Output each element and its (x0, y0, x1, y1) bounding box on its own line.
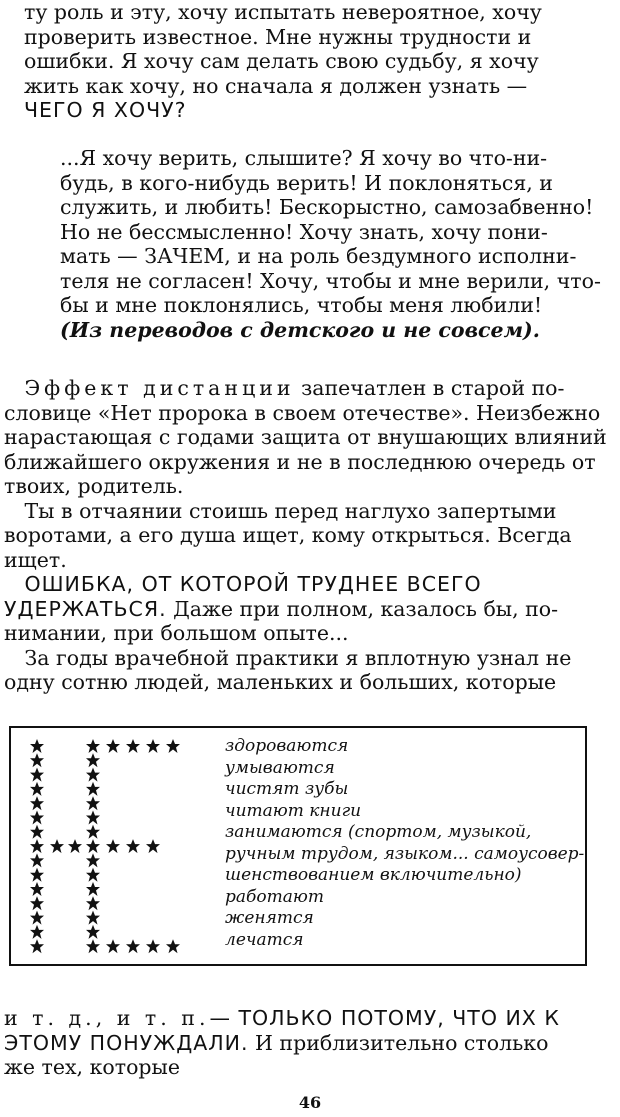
text-line: проверить известное. Мне нужны трудности и (24, 24, 532, 49)
text-line: твоих, родитель. (4, 474, 184, 498)
star-mark (146, 739, 160, 753)
star-mark (30, 753, 44, 767)
text-line: ту роль и эту, хочу испытать невероятное, хочу (24, 0, 542, 24)
text-line: одну сотню людей, маленьких и больших, которые (4, 670, 557, 694)
poem-line: будь, в кого-нибудь верить! И поклоняться, и (60, 170, 553, 195)
text-line: жить как хочу, но сначала я должен узнать — (24, 73, 528, 98)
list-item: здороваются (225, 736, 349, 756)
list-item: женятся (225, 908, 314, 928)
star-mark (30, 896, 44, 910)
text-line (4, 1006, 590, 1031)
text-fragment: Ты в отчаянии стоишь перед наглухо запертыми (24, 498, 557, 523)
list-item: занимаются (спортом, музыкой, (225, 822, 532, 842)
star-mark (86, 825, 100, 839)
star-mark (166, 939, 180, 953)
list-item: умываются (225, 757, 335, 778)
star-mark (50, 839, 64, 853)
star-mark (86, 939, 100, 953)
caps-heading: УДЕРЖАТЬСЯ. (4, 596, 167, 621)
list-item: чистят зубы (225, 779, 349, 799)
star-mark (30, 911, 44, 925)
star-mark (86, 739, 100, 753)
list-item: шенствованием включительно) (225, 865, 522, 885)
list-item: ручным трудом, языком... самоусовер- (225, 843, 585, 864)
text-line: словице «Нет пророка в своем отечестве». Неизбежно (4, 400, 601, 425)
star-mark (86, 853, 100, 867)
star-mark (86, 911, 100, 925)
list-item: работают (225, 886, 324, 907)
text-line: ближайшего окружения и не в последнюю очередь от (4, 449, 596, 474)
caps-heading: ОШИБКА, ОТ КОТОРОЙ ТРУДНЕЕ ВСЕГО (24, 572, 482, 596)
poem-line: ...Я хочу верить, слышите? Я хочу во что-ни- (60, 146, 548, 170)
spaced-term: и т. д., и т. п. (4, 1006, 210, 1030)
caps-heading: ЭТОМУ ПОНУЖДАЛИ. (4, 1030, 249, 1055)
text-line: же тех, которые (4, 1055, 180, 1079)
star-mark (30, 825, 44, 839)
poem-line: мать — ЗАЧЕМ, и на роль бездумного исполни- (60, 244, 577, 268)
text-fragment: запечатлен в старой по- (294, 376, 565, 400)
text-fragment: За годы врачебной практики я вплотную узнал не (24, 645, 572, 670)
text-line: воротами, а его душа ищет, кому открыться. Всегда (4, 523, 572, 547)
text-line (4, 376, 616, 401)
star-mark (30, 925, 44, 939)
star-mark (86, 768, 100, 782)
star-mark (30, 768, 44, 782)
star-mark (86, 868, 100, 882)
star-pattern (30, 739, 180, 953)
ne-figure-box (9, 726, 587, 966)
star-mark (86, 782, 100, 796)
star-mark (68, 839, 82, 853)
star-mark (86, 882, 100, 896)
text-line: ошибки. Я хочу сам делать свою судьбу, я хочу (24, 49, 539, 73)
star-mark (86, 896, 100, 910)
poem-line: служить, и любить! Бескорыстно, самозабвенно! (60, 195, 594, 219)
poem-source: (Из переводов с детского и не совсем). (60, 317, 540, 342)
page-number: 46 (298, 1093, 322, 1112)
star-mark (106, 839, 120, 853)
star-mark (30, 739, 44, 753)
star-mark (30, 853, 44, 867)
text-line (4, 646, 616, 671)
text-fragment: И приблизительно столько (248, 1030, 549, 1055)
star-mark (106, 939, 120, 953)
star-mark (146, 939, 160, 953)
star-mark (126, 839, 140, 853)
text-line: нарастающая с годами защита от внушающих влияний (4, 425, 607, 449)
poem-line: теля не согласен! Хочу, чтобы и мне верили, что- (60, 268, 601, 293)
poem-line: бы и мне поклонялись, чтобы меня любили! (60, 293, 543, 317)
star-letters-ne-icon (27, 738, 207, 958)
star-mark (30, 939, 44, 953)
spaced-term: Эффект дистанции (24, 376, 295, 400)
text-line (4, 499, 616, 524)
text-line (4, 1031, 590, 1056)
star-mark (126, 939, 140, 953)
text-line: нимании, при большом опыте... (4, 621, 349, 645)
main-text (4, 376, 616, 695)
ne-verb-list (225, 736, 584, 951)
top-paragraph (24, 0, 592, 123)
text-line: ЧЕГО Я ХОЧУ? (24, 98, 187, 122)
list-item: читают книги (225, 800, 362, 821)
text-fragment: Даже при полном, казалось бы, по- (166, 596, 559, 621)
star-mark (86, 839, 100, 853)
list-item: лечатся (225, 929, 304, 950)
star-mark (30, 882, 44, 896)
star-mark (126, 739, 140, 753)
poem-line: Но не бессмысленно! Хочу знать, хочу пони- (60, 219, 548, 244)
star-mark (30, 796, 44, 810)
star-mark (86, 753, 100, 767)
star-mark (86, 796, 100, 810)
star-mark (86, 811, 100, 825)
star-mark (30, 811, 44, 825)
text-line: ищет. (4, 547, 67, 572)
star-mark (146, 839, 160, 853)
star-mark (30, 839, 44, 853)
quoted-poem (60, 146, 601, 342)
star-mark (30, 868, 44, 882)
after-figure-text (4, 1006, 590, 1080)
caps-heading: — ТОЛЬКО ПОТОМУ, ЧТО ИХ К (209, 1006, 560, 1030)
star-mark (30, 782, 44, 796)
text-line (4, 572, 616, 597)
star-mark (86, 925, 100, 939)
star-mark (106, 739, 120, 753)
star-mark (166, 739, 180, 753)
text-line (4, 597, 616, 622)
